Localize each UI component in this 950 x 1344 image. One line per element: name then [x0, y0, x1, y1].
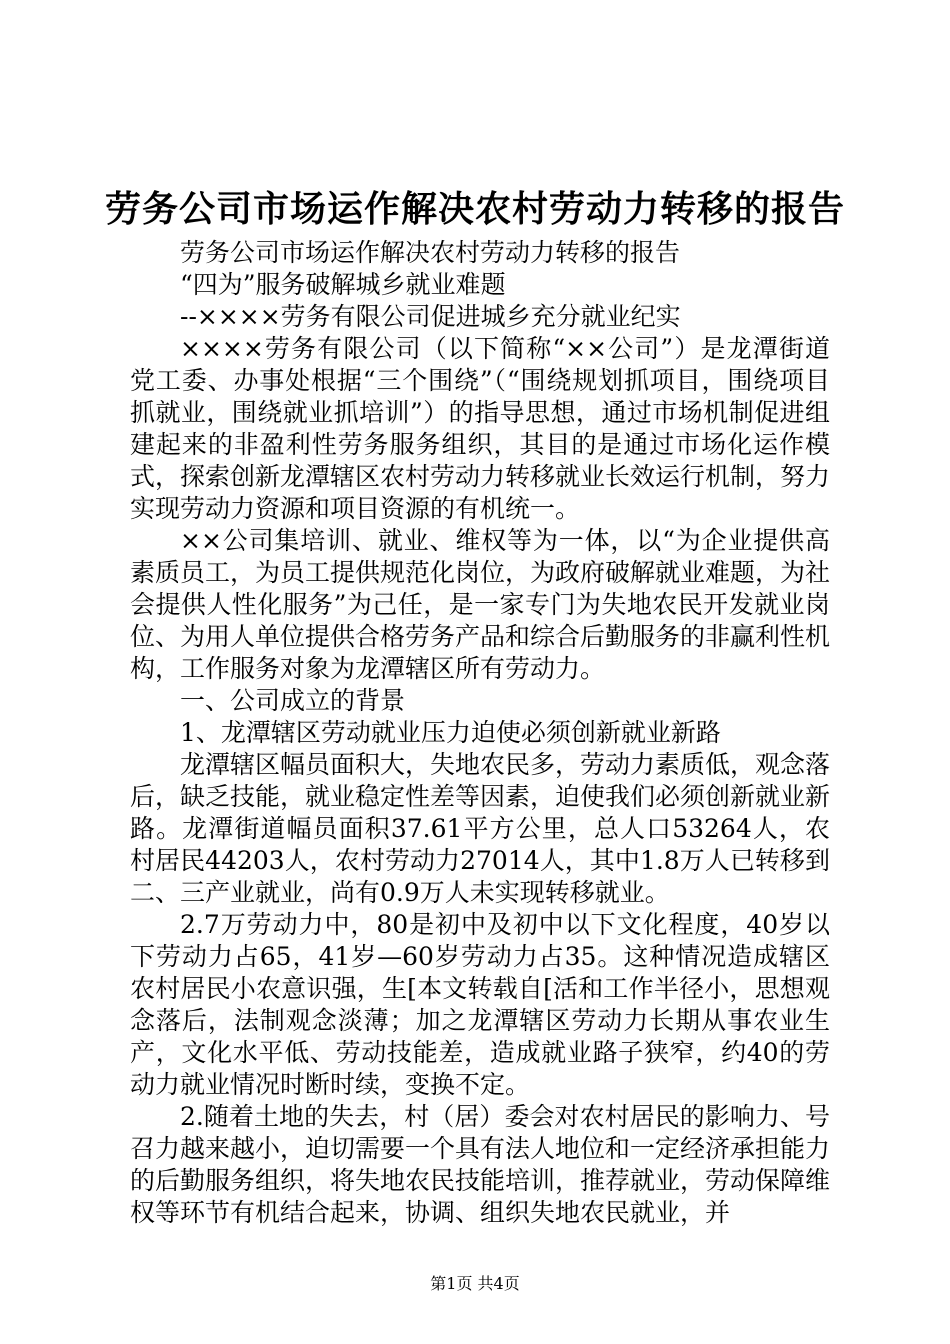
document-title: 劳务公司市场运作解决农村劳动力转移的报告 [104, 188, 845, 230]
page-footer: 第1页 共4页 [430, 1274, 520, 1293]
paragraph-labor-education: 2.7万劳动力中，80是初中及初中以下文化程度，40岁以下劳动力占65，41岁—60岁劳动力占35。这种情况造成辖区农村居民小农意识强，生[本文转载自[活和工作半径小，思想观念落后，法制观念淡薄；加之龙潭辖区劳动力长期从事农业生产，文化水平低、劳动技能差，造成就业路子狭窄，约40的劳动力就业情况时断时续，变换不定。 [130, 910, 830, 1099]
paragraph-area-statistics: 龙潭辖区幅员面积大，失地农民多，劳动力素质低，观念落后，缺乏技能，就业稳定性差等因素，迫使我们必须创新就业新路。龙潭街道幅员面积37.61平方公里，总人口53264人，农村居民44203人，农村劳动力27014人，其中1.8万人已转移到二、三产业就业，尚有0.9万人未实现转移就业。 [130, 750, 831, 907]
paragraph-headline: “四为”服务破解城乡就业难题 [180, 270, 506, 299]
paragraph-intro: ××××劳务有限公司（以下简称“××公司”）是龙潭街道党工委、办事处根据“三个围绕”（“围绕规划抓项目，围绕项目抓就业，围绕就业抓培训”）的指导思想，通过市场机制促进组建起来的非盈利性劳务服务组织，其目的是通过市场化运作模式，探索创新龙潭辖区农村劳动力转移就业长效运行机制，努力实现劳动力资源和项目资源的有机统一。 [130, 334, 831, 523]
section-heading-background: 一、公司成立的背景 [180, 686, 406, 715]
paragraph-byline: --××××劳务有限公司促进城乡充分就业纪实 [180, 302, 681, 331]
subsection-heading-employment-pressure: 1、龙潭辖区劳动就业压力迫使必须创新就业新路 [180, 718, 721, 747]
paragraph-land-loss: 2.随着土地的失去，村（居）委会对农村居民的影响力、号召力越来越小，迫切需要一个具有法人地位和一定经济承担能力的后勤服务组织，将失地农民技能培训，推荐就业，劳动保障维权等环节有机结合起来，协调、组织失地农民就业，并 [130, 1102, 831, 1227]
paragraph-subtitle: 劳务公司市场运作解决农村劳动力转移的报告 [180, 238, 681, 267]
paragraph-company-mission: ××公司集培训、就业、维权等为一体，以“为企业提供高素质员工，为员工提供规范化岗位，为政府破解就业难题，为社会提供人性化服务”为己任，是一家专门为失地农民开发就业岗位、为用人单位提供合格劳务产品和综合后勤服务的非赢利性机构，工作服务对象为龙潭辖区所有劳动力。 [130, 526, 831, 683]
document-body [130, 237, 830, 1229]
